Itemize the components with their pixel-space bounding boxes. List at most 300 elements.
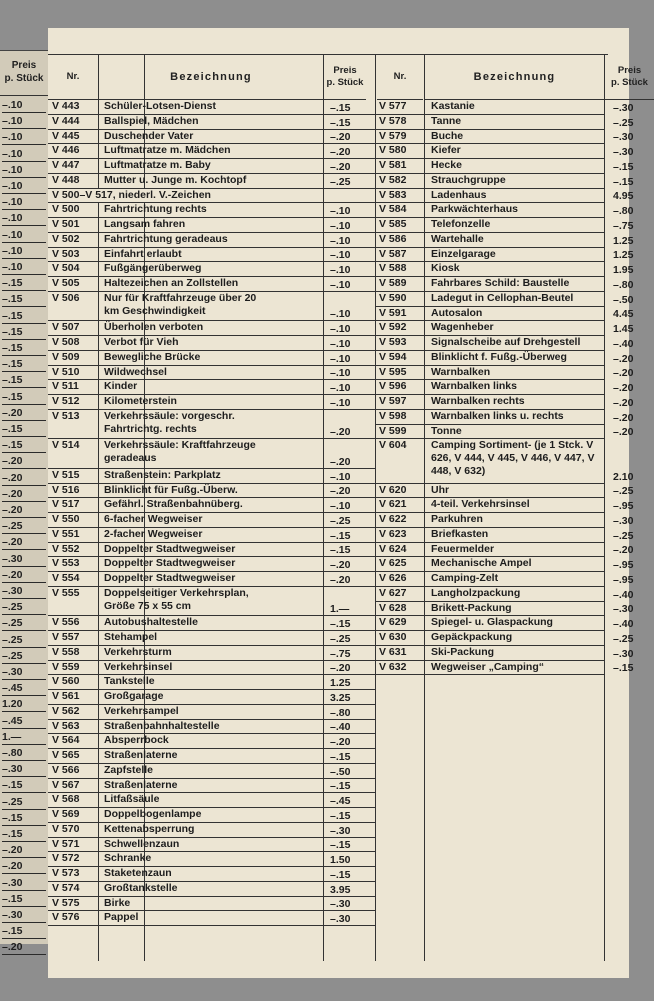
item-price: –.40	[613, 588, 634, 601]
col-header-price-left	[324, 55, 366, 100]
header-desc-text: Bezeichnung	[473, 71, 556, 83]
table-row	[48, 838, 375, 853]
strip-price: –.10	[2, 131, 46, 145]
item-price: –.15	[330, 618, 351, 630]
item-number: V 504	[52, 262, 80, 275]
item-number: V 583	[379, 188, 407, 201]
item-description: Straßenlaterne	[104, 778, 178, 791]
strip-price: –.10	[2, 99, 46, 113]
item-description: Schwellenzaun	[104, 837, 180, 850]
strip-price: –.15	[2, 423, 46, 437]
strip-price: 1.20	[2, 698, 46, 712]
item-price: –.10	[330, 500, 351, 512]
col-header-desc-left	[99, 55, 323, 100]
table-row	[375, 188, 634, 204]
strip-header	[0, 51, 48, 96]
item-description: Doppelbogenlampe	[104, 808, 202, 820]
item-price: –.40	[613, 337, 634, 350]
item-number: V 571	[52, 837, 80, 850]
item-number: V 512	[52, 395, 80, 407]
item-number: V 443	[52, 100, 80, 112]
table-row	[375, 601, 634, 617]
table-row	[48, 675, 375, 690]
item-price: 1.—	[330, 603, 350, 616]
item-price: –.20	[330, 455, 351, 468]
strip-price: –.15	[2, 310, 46, 324]
table-row	[48, 351, 375, 366]
item-description: Brikett-Packung	[431, 601, 512, 614]
section-heading: V 500–V 517, niederl. V.-Zeichen	[52, 189, 272, 202]
item-description: Langsam fahren	[104, 218, 186, 230]
item-number: V 573	[52, 867, 80, 879]
table-row	[48, 174, 375, 189]
item-price: –.10	[330, 337, 351, 350]
strip-price: –.15	[2, 391, 46, 405]
table-row	[48, 528, 375, 543]
item-price: –.25	[613, 632, 634, 645]
strip-price: –.45	[2, 715, 46, 729]
item-price: –.25	[613, 116, 634, 129]
table-row	[375, 380, 634, 395]
strip-price: –.30	[2, 666, 46, 680]
col-header-nr-right	[377, 55, 423, 100]
item-price: –.20	[330, 160, 351, 173]
item-description: Schüler-Lotsen-Dienst	[104, 100, 217, 112]
table-row	[48, 366, 375, 381]
table-row	[48, 292, 375, 322]
item-price: –.30	[613, 603, 634, 616]
item-price: –.80	[613, 278, 634, 291]
item-description: Wildwechsel	[104, 365, 167, 378]
strip-price: –.10	[2, 245, 46, 259]
item-number: V 628	[379, 601, 407, 614]
item-description: Kilometerstein	[104, 395, 177, 407]
table-row	[48, 690, 375, 705]
item-price: –.10	[330, 264, 351, 276]
item-price: –.10	[330, 219, 351, 232]
item-description: Mechanische Ampel	[431, 557, 532, 570]
item-number: V 502	[52, 232, 80, 245]
item-description: Telefonzelle	[431, 218, 491, 230]
table-row	[48, 484, 375, 499]
item-description: Tonne	[431, 424, 462, 437]
strip-price: –.25	[2, 520, 46, 534]
item-description: Doppelseitiger Verkehrsplan, Größe 75 x 55 cm	[104, 586, 249, 612]
item-price: –.20	[330, 485, 351, 498]
strip-price: –.15	[2, 893, 46, 907]
item-description: 6-facher Wegweiser	[104, 513, 203, 525]
item-number: V 580	[379, 144, 407, 157]
table-row	[48, 159, 375, 174]
item-description: Zapfstelle	[104, 763, 154, 776]
item-price: –.50	[330, 765, 351, 778]
item-description: Ladegut in Cellophan-Beutel	[431, 291, 574, 304]
item-number: V 448	[52, 173, 80, 186]
item-number: V 624	[379, 542, 407, 555]
item-price: –.30	[330, 898, 351, 911]
table-row	[375, 291, 634, 307]
item-description: Uhr	[431, 483, 450, 496]
item-price: –.20	[330, 559, 351, 571]
item-number: V 561	[52, 690, 80, 702]
item-number: V 505	[52, 277, 80, 289]
item-number: V 507	[52, 321, 80, 334]
table-row	[48, 336, 375, 351]
item-description: Ski-Packung	[431, 645, 495, 658]
item-number: V 630	[379, 631, 407, 643]
item-number: V 558	[52, 645, 80, 658]
item-number: V 445	[52, 129, 80, 142]
table-row	[48, 395, 375, 410]
price-list-page	[48, 28, 648, 978]
table-row	[48, 661, 375, 676]
item-number: V 596	[379, 380, 407, 393]
item-price: –.30	[613, 146, 634, 158]
item-price: –.45	[330, 795, 351, 807]
item-description: Wagenheber	[431, 321, 494, 334]
table-row	[375, 306, 634, 322]
item-description: Warnbalken links	[431, 380, 517, 393]
item-number: V 625	[379, 557, 407, 570]
item-number: V 578	[379, 114, 407, 127]
item-price: –.10	[330, 382, 351, 394]
item-number: V 515	[52, 468, 80, 481]
item-price: –.30	[613, 101, 634, 114]
item-number: V 553	[52, 557, 80, 570]
strip-price: –.20	[2, 569, 46, 583]
item-price: –.30	[613, 131, 634, 144]
item-description: Buche	[431, 129, 464, 142]
item-price: –.30	[330, 824, 351, 837]
strip-price: –.20	[2, 455, 46, 469]
table-row	[375, 277, 634, 292]
table-row	[375, 129, 634, 145]
item-price: –.15	[330, 101, 351, 114]
item-number: V 511	[52, 380, 79, 393]
item-description: Haltezeichen an Zollstellen	[104, 277, 239, 289]
strip-price: 1.—	[2, 731, 46, 745]
item-description: Kinder	[104, 380, 138, 393]
item-number: V 595	[379, 365, 407, 378]
table-row	[48, 616, 375, 631]
item-number: V 560	[52, 675, 80, 688]
table-row	[48, 749, 375, 764]
item-number: V 581	[379, 159, 407, 171]
col-header-nr-left	[48, 55, 98, 100]
item-description: Signalscheibe auf Drehgestell	[431, 336, 581, 348]
strip-price: –.10	[2, 229, 46, 243]
strip-price: –.30	[2, 909, 46, 923]
table-row	[375, 645, 634, 661]
table-row	[375, 586, 634, 602]
strip-price: –.15	[2, 342, 46, 356]
item-number: V 589	[379, 277, 407, 289]
strip-price: –.15	[2, 828, 46, 842]
item-price: –.75	[613, 219, 634, 232]
item-description: Straßenstein: Parkplatz	[104, 468, 221, 481]
item-number: V 447	[52, 159, 80, 171]
strip-price: –.15	[2, 374, 46, 388]
item-number: V 629	[379, 616, 407, 629]
table-row	[375, 498, 634, 513]
item-description: Wegweiser „Camping“	[431, 660, 544, 673]
item-description: Kiefer	[431, 144, 461, 157]
header-desc-text: Bezeichnung	[170, 71, 252, 83]
item-number: V 590	[379, 291, 407, 304]
item-description: Luftmatratze m. Mädchen	[104, 144, 231, 157]
item-number: V 566	[52, 763, 80, 776]
header-price-unit-text: p. Stück	[326, 77, 364, 88]
item-price: –.10	[330, 470, 351, 483]
item-number: V 577	[379, 100, 407, 112]
item-number: V 550	[52, 513, 80, 525]
table-row	[375, 424, 634, 440]
item-description: Gepäckpackung	[431, 631, 513, 643]
table-row	[375, 218, 634, 233]
table-row	[375, 439, 634, 483]
item-description: Strauchgruppe	[431, 173, 506, 186]
item-description: Verkehrssäule: Kraftfahrzeuge geradeaus	[104, 439, 256, 465]
item-description: Straßenlaterne	[104, 749, 178, 761]
strip-price: –.80	[2, 747, 46, 761]
item-number: V 557	[52, 631, 80, 643]
item-description: Pappel	[104, 911, 139, 924]
strip-price: –.45	[2, 682, 46, 696]
item-description: Staketenzaun	[104, 867, 172, 879]
strip-price: –.15	[2, 277, 46, 291]
table-row	[375, 203, 634, 218]
item-price: 1.95	[613, 264, 634, 276]
item-description: Tankstelle	[104, 675, 155, 688]
table-row	[375, 542, 634, 558]
item-price: 4.45	[613, 308, 634, 321]
item-description: Gefährl. Straßenbahnüberg.	[104, 498, 243, 511]
table-row	[48, 189, 375, 204]
table-row	[48, 897, 375, 912]
item-description: 4-teil. Verkehrsinsel	[431, 498, 530, 511]
item-number: V 574	[52, 881, 80, 894]
strip-price: –.15	[2, 925, 46, 939]
header-price-unit-text: p. Stück	[611, 77, 648, 88]
item-number: V 620	[379, 483, 407, 496]
item-description: Doppelter Stadtwegweiser	[104, 572, 236, 584]
item-number: V 631	[379, 645, 407, 658]
table-row	[48, 557, 375, 572]
table-row	[48, 543, 375, 558]
item-price: –.30	[330, 913, 351, 925]
item-number: V 594	[379, 350, 407, 363]
item-description: Warnbalken rechts	[431, 395, 525, 407]
item-number: V 503	[52, 247, 80, 260]
item-price: –.15	[330, 116, 351, 129]
item-price: –.80	[330, 706, 351, 719]
item-description: Einzelgarage	[431, 247, 496, 260]
table-row	[48, 779, 375, 794]
strip-price: –.10	[2, 115, 46, 129]
table-row	[48, 115, 375, 130]
header-nr-text: Nr.	[393, 71, 407, 82]
item-price: –.30	[613, 514, 634, 527]
strip-price: –.30	[2, 763, 46, 777]
item-number: V 506	[52, 291, 80, 304]
item-description: Autobushaltestelle	[104, 616, 198, 629]
strip-price: –.30	[2, 585, 46, 599]
item-description: Fahrtrichtung geradeaus	[104, 232, 228, 245]
item-price: 1.25	[613, 249, 634, 262]
table-row	[375, 513, 634, 528]
table-row	[375, 232, 634, 248]
item-description: Tanne	[431, 114, 462, 127]
strip-price: –.10	[2, 261, 46, 275]
item-description: Kettenabsperrung	[104, 822, 195, 835]
item-number: V 584	[379, 203, 407, 216]
strip-price: –.15	[2, 293, 46, 307]
item-price: –.10	[330, 234, 351, 247]
item-description: Großtankstelle	[104, 881, 178, 894]
header-nr-text: Nr.	[66, 71, 80, 82]
item-description: Großgarage	[104, 690, 164, 702]
item-price: –.30	[613, 647, 634, 660]
item-price: –.95	[613, 573, 634, 586]
item-description: Blinklicht f. Fußg.-Überweg	[431, 350, 567, 363]
table-row	[48, 646, 375, 661]
table-row	[48, 631, 375, 646]
item-price: 2.10	[613, 470, 634, 483]
item-description: Autosalon	[431, 306, 483, 319]
item-number: V 579	[379, 129, 407, 142]
table-row	[48, 130, 375, 145]
header-price-text: Preis	[333, 65, 357, 76]
table-row	[375, 557, 634, 572]
item-number: V 575	[52, 896, 80, 909]
item-description: Camping Sortiment- (je 1 Stck. V 626, V 444, V 445, V 446, V 447, V 448, V 632)	[431, 439, 595, 478]
col-header-desc-right	[424, 55, 605, 100]
item-number: V 586	[379, 232, 407, 245]
table-row	[48, 513, 375, 528]
item-price: –.95	[613, 559, 634, 571]
table-row	[48, 498, 375, 513]
item-number: V 514	[52, 439, 80, 452]
strip-price: –.20	[2, 860, 46, 874]
item-number: V 585	[379, 218, 407, 230]
item-description: Ballspiel, Mädchen	[104, 114, 199, 127]
item-price: –.20	[330, 131, 351, 144]
item-description: Feuermelder	[431, 542, 495, 555]
strip-price: –.15	[2, 812, 46, 826]
item-description: Kastanie	[431, 100, 475, 112]
table-row	[48, 720, 375, 735]
item-price: –.20	[330, 426, 351, 439]
item-number: V 622	[379, 513, 407, 525]
item-description: Fußgängerüberweg	[104, 262, 202, 275]
item-number: V 597	[379, 395, 407, 407]
strip-price: –.25	[2, 634, 46, 648]
item-number: V 626	[379, 572, 407, 584]
strip-price: –.20	[2, 407, 46, 421]
item-description: Straßenbahnhaltestelle	[104, 719, 220, 732]
item-price: –.10	[330, 323, 351, 335]
item-description: Spiegel- u. Glaspackung	[431, 616, 553, 629]
table-row	[48, 410, 375, 440]
item-description: Briefkasten	[431, 527, 489, 540]
item-description: Doppelter Stadtwegweiser	[104, 557, 236, 570]
item-description: Überholen verboten	[104, 321, 204, 334]
item-description: Verkehrssäule: vorgeschr. Fahrtrichtg. rechts	[104, 409, 235, 435]
strip-price: –.20	[2, 536, 46, 550]
table-row	[375, 336, 634, 351]
table-row	[48, 277, 375, 292]
item-description: Parkuhren	[431, 513, 483, 525]
table-row	[375, 321, 634, 336]
table-row	[48, 587, 375, 617]
item-description: Litfaßsäule	[104, 793, 160, 806]
item-description: Langholzpackung	[431, 586, 521, 599]
left-price-strip	[0, 50, 48, 954]
item-number: V 570	[52, 822, 80, 835]
item-description: Fahrtrichtung rechts	[104, 203, 207, 216]
table-row	[48, 808, 375, 823]
table-row	[375, 100, 634, 115]
item-price: –.25	[613, 529, 634, 542]
table-row	[375, 409, 634, 425]
item-description: Luftmatratze m. Baby	[104, 159, 211, 171]
item-price: –.15	[330, 780, 351, 793]
item-price: –.20	[330, 573, 351, 586]
item-price: –.40	[330, 721, 351, 734]
table-row	[48, 380, 375, 395]
strip-price: –.15	[2, 439, 46, 453]
item-number: V 591	[379, 306, 407, 319]
item-description: Schranke	[104, 852, 152, 865]
table-row	[48, 867, 375, 882]
item-number: V 567	[52, 778, 80, 791]
item-description: Wartehalle	[431, 232, 484, 245]
item-number: V 588	[379, 262, 407, 275]
table-row	[375, 173, 634, 189]
table-row	[375, 262, 634, 277]
item-price: –.20	[613, 367, 634, 380]
table-row	[48, 262, 375, 277]
item-price: –.20	[613, 411, 634, 424]
table-row	[375, 350, 634, 366]
item-price: –.75	[330, 647, 351, 660]
table-row	[48, 572, 375, 587]
strip-price: –.10	[2, 180, 46, 194]
item-price: –.20	[613, 382, 634, 394]
item-description: Stehampel	[104, 631, 158, 643]
item-price: –.10	[330, 396, 351, 409]
item-price: –.10	[330, 308, 351, 321]
item-description: Verkehrsinsel	[104, 660, 173, 673]
strip-price: –.20	[2, 504, 46, 518]
table-row	[48, 233, 375, 248]
item-number: V 598	[379, 409, 407, 422]
item-number: V 559	[52, 660, 80, 673]
item-price: –.15	[330, 839, 351, 852]
table-row	[48, 203, 375, 218]
item-price: –.20	[330, 736, 351, 748]
item-number: V 623	[379, 527, 407, 540]
item-description: Camping-Zelt	[431, 572, 499, 584]
item-number: V 446	[52, 144, 80, 157]
price-table	[48, 54, 648, 973]
item-description: 2-facher Wegweiser	[104, 527, 203, 540]
table-row	[48, 439, 375, 469]
strip-header-unit: p. Stück	[4, 73, 44, 84]
table-row	[375, 144, 634, 159]
item-price: –.50	[613, 293, 634, 306]
item-description: Duschender Vater	[104, 129, 194, 142]
